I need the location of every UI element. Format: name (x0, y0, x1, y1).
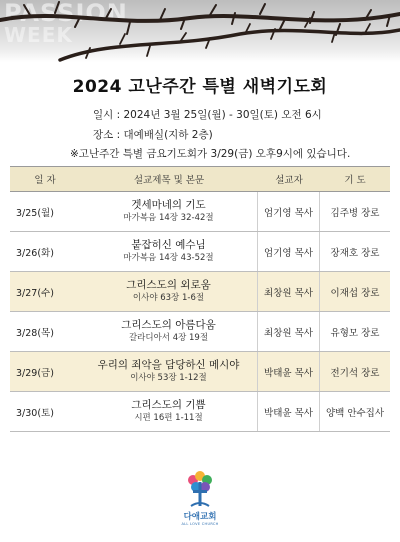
row-sermon (80, 192, 258, 231)
row-sermon (80, 272, 258, 311)
sermon-scripture: 이사야 63장 1-6절 (132, 293, 205, 303)
sermon-title: 우리의 죄악을 담당하신 메시야 (97, 359, 240, 371)
schedule-table (10, 166, 390, 432)
row-date: 3/30(토) (16, 407, 54, 419)
row-preacher: 엄기영 목사 (258, 192, 320, 231)
tree-cross-logo-icon (185, 470, 215, 508)
row-prayer: 이재섭 장로 (330, 287, 380, 299)
sermon-scripture: 마가복음 14장 43-52절 (123, 253, 214, 263)
church-name: 다애교회 (183, 512, 217, 522)
banner-watermark-line1: PASSION (4, 0, 128, 27)
thorn-branch-icon (0, 0, 400, 62)
row-sermon (80, 392, 258, 431)
header-prayer: 기 도 (344, 175, 366, 186)
passion-week-banner (0, 0, 400, 62)
row-sermon (80, 232, 258, 271)
banner-watermark-line2: WEEK (4, 23, 73, 47)
sermon-title: 그리스도의 아름다움 (121, 319, 216, 331)
header-preacher: 설교자 (275, 175, 303, 186)
sermon-title: 겟세마네의 기도 (131, 199, 206, 211)
row-preacher: 최창원 목사 (258, 272, 320, 311)
row-date: 3/26(화) (16, 247, 54, 259)
schedule-place: 장소 : 대예배실(지하 2층) (93, 129, 213, 141)
row-preacher: 박태윤 목사 (258, 352, 320, 391)
sermon-scripture: 갈라디아서 4장 19절 (128, 333, 209, 343)
row-preacher: 박태윤 목사 (258, 392, 320, 431)
table-row (10, 392, 390, 432)
schedule-time: 일시 : 2024년 3월 25일(월) - 30일(토) 오전 6시 (93, 109, 322, 121)
row-sermon (80, 312, 258, 351)
sermon-title: 붙잡히신 예수님 (131, 239, 206, 251)
row-prayer: 전기석 장로 (330, 367, 380, 379)
sermon-scripture: 마가복음 14장 32-42절 (123, 213, 214, 223)
church-subtitle: ALL LOVE CHURCH (181, 522, 219, 526)
row-preacher: 최창원 목사 (258, 312, 320, 351)
friday-prayer-note: ※고난주간 특별 금요기도회가 3/29(금) 오후9시에 있습니다. (70, 148, 351, 160)
row-date: 3/29(금) (16, 367, 54, 379)
table-row (10, 192, 390, 232)
sermon-title: 그리스도의 외로움 (126, 279, 211, 291)
row-prayer: 양백 안수집사 (325, 407, 385, 419)
header-date: 일 자 (34, 175, 56, 186)
table-header-row (10, 167, 390, 192)
sermon-title: 그리스도의 기쁨 (131, 399, 206, 411)
row-date: 3/25(월) (16, 207, 54, 219)
sermon-scripture: 시편 16편 1-11절 (134, 413, 203, 423)
row-preacher: 엄기영 목사 (258, 232, 320, 271)
row-prayer: 유형모 장로 (330, 327, 380, 339)
table-row (10, 312, 390, 352)
table-row (10, 232, 390, 272)
table-row (10, 352, 390, 392)
page-title: 2024 고난주간 특별 새벽기도회 (72, 77, 328, 97)
row-prayer: 장재호 장로 (330, 247, 380, 259)
header-title: 설교제목 및 본문 (133, 175, 205, 186)
sermon-scripture: 이사야 53장 1-12절 (130, 373, 207, 383)
row-sermon (80, 352, 258, 391)
church-logo (176, 470, 224, 534)
row-date: 3/27(수) (16, 287, 54, 299)
table-row (10, 272, 390, 312)
row-date: 3/28(목) (16, 327, 54, 339)
row-prayer: 김주병 장로 (330, 207, 380, 219)
